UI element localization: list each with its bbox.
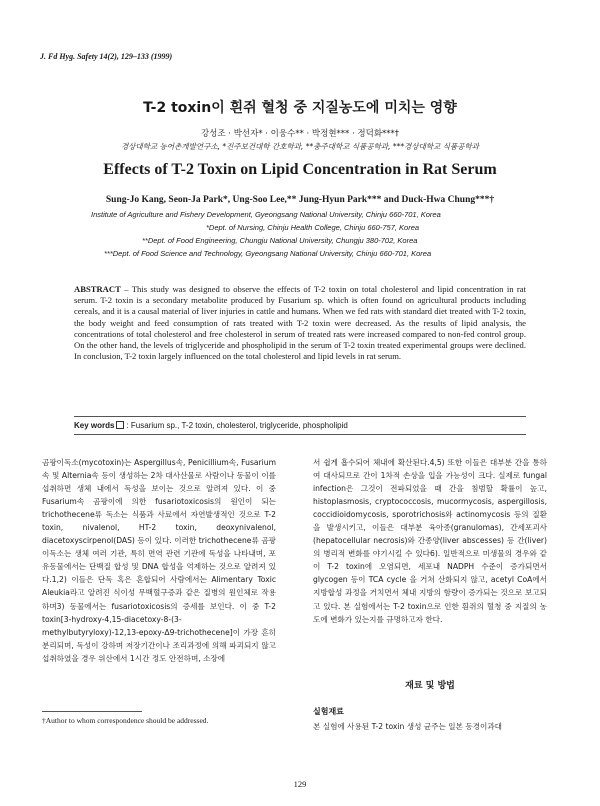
abstract-text: – This study was designed to observe the effects of T-2 toxin on total cholesterol and lipid concentration in rat serum. T-2 toxin is a secondary metabolite produced by Fusarium sp. which is often found on agricultural products including cereals, and it is a causal material of liver injuries in cattle and humans. When we fed rats with standard diet treated with T-2 toxin, the body weight and feed consumption of rats treated with T-2 toxin were decreased. As the results of lipid analysis, the concentrations of total cholesterol and free cholesterol in serum of treated rats were increased compared to non-fed control group. On the other hand, the levels of triglyceride and phospholipid in the serum of T-2 toxin treated experimental groups were declined. In conclusion, T-2 toxin largely influenced on the total cholesterol and lipid levels in rat serum. [74,284,526,362]
footnote-rule [42,711,142,712]
keywords-top-rule [74,416,526,417]
keywords-label: Key words [74,421,115,430]
keywords: Key words : Fusarium sp., T-2 toxin, cholesterol, triglyceride, phospholipid [74,421,348,430]
section-heading: 재료 및 방법 [405,681,455,691]
korean-affiliations: 경상대학교 농어촌개발연구소, *진주보건대학 간호학과, **충주대학교 식품공학과, ***경상대학교 식품공학과 [121,142,479,151]
affiliation-1: Institute of Agriculture and Fishery Development, Gyeongsang National University, Chinju 660-701, Korea [91,210,441,219]
subsection-heading: 실험재료 [313,707,344,716]
abstract [74,284,526,362]
english-authors: Sung-Jo Kang, Seon-Ja Park*, Ung-Soo Lee,** Jung-Hyun Park*** and Duck-Hwa Chung***† [105,195,495,205]
journal-citation: J. Fd Hyg. Safety 14(2), 129–133 (1999) [40,52,173,61]
footnote: †Author to whom correspondence should be addressed. [42,716,209,725]
keywords-box-icon [116,421,124,429]
abstract-label: ABSTRACT [74,284,121,294]
subsection-text: 본 실험에 사용된 T-2 toxin 생성 균주는 일본 동경이과대 [313,722,503,731]
keywords-text: Fusarium sp., T-2 toxin, cholesterol, triglyceride, phospholipid [130,421,348,430]
body-left-column: 곰팡이독소(mycotoxin)는 Aspergillus속, Penicillium속, Fusarium속 및 Alternia속 등이 생성하는 2차 대사산물로 사람이나 동물이 이를 섭취하면 생체 내에서 독성을 보이는 것으로 알려져 있다. 이 중 Fusarium속 곰팡이에 의한 fusariotoxicosis의 원인이 되는 trichothecene류 독소는 식품과 사료에서 자연발생적인 것으로 T-2 toxin, nivalenol, HT-2 toxin, deoxynivalenol, diacetoxyscirpenol(DAS) 등이 있다. 이러한 trichothecene류 곰팡이독소는 생체 여러 기관, 특히 면역 관련 기관에 독성을 나타내며, 포유동물에서는 단백질 합성 및 DNA 합성을 억제하는 것으로 알려져 있다.1,2) 이들은 단독 혹은 혼합되어 사람에서는 Alimentary Toxic Aleukia라고 알려진 식이성 무백혈구증과 같은 질병의 원인체로 작용하며3) 동물에서는 fusariotoxicosis의 증세를 보인다. 이 중 T-2 toxin[3-hydroxy-4,15-diacetoxy-8-(3-methylbutyryloxy)-12,13-epoxy-Δ9-trichothecene]이 가장 흔히 분리되며, 독성이 강하며 저장기간이나 조리과정에 의해 파괴되지 않고 섭취하였을 경우 위산에서 1시간 정도 안전하며, 소장에 [42,458,276,663]
affiliation-4: ***Dept. of Food Science and Technology, Gyeongsang National University, Chinju 660-701, Korea [104,249,432,258]
page-number: 129 [293,779,307,789]
keywords-bottom-rule [74,434,526,435]
korean-authors: 강성조 · 박선자* · 이웅수** · 박정현*** · 정덕화***† [200,129,400,139]
english-title: Effects of T-2 Toxin on Lipid Concentration in Rat Serum [103,161,497,178]
body-right-column: 서 쉽게 흡수되어 체내에 확산된다.4,5) 또한 이들은 대부분 간을 통하여 대사되므로 간이 1차적 손상을 입을 가능성이 크다. 실제로 fungal infection은 그것이 전파되었을 때 간을 침범할 확률이 높고, histoplasmosis, cryptococcosis, mucormycosis, aspergillosis, coccidioidomycosis, sporotrichosis와 actinomycosis 등의 질환을 발생시키고, 이들은 대부분 육아종(granulomas), 간세포괴사(hepatocellular necrosis)와 간종양(liver abscesses) 등 간(liver)의 병리적 변화를 야기시킬 수 있다6). 일반적으로 미생물의 경우와 같이 T-2 toxin에 오염되면, 세포내 NADPH 수준이 증가되면서 glycogen 등이 TCA cycle 을 거쳐 산화되지 않고, acetyl CoA에서 지방합성 과정을 거치면서 체내 지방의 함량이 증가되는 것으로 보고되고 있다. 본 실험에서는 T-2 toxin으로 인한 흰쥐의 혈청 중 지질의 농도에 변화가 있는지를 규명하고자 한다. [313,458,547,624]
affiliation-3: **Dept. of Food Engineering, Chungju National University, Chungju 380-702, Korea [142,236,418,245]
korean-title: T-2 toxin이 흰쥐 혈청 중 지질농도에 미치는 영향 [143,100,457,116]
affiliation-2: *Dept. of Nursing, Chinju Health College, Chinju 660-757, Korea [206,223,420,232]
